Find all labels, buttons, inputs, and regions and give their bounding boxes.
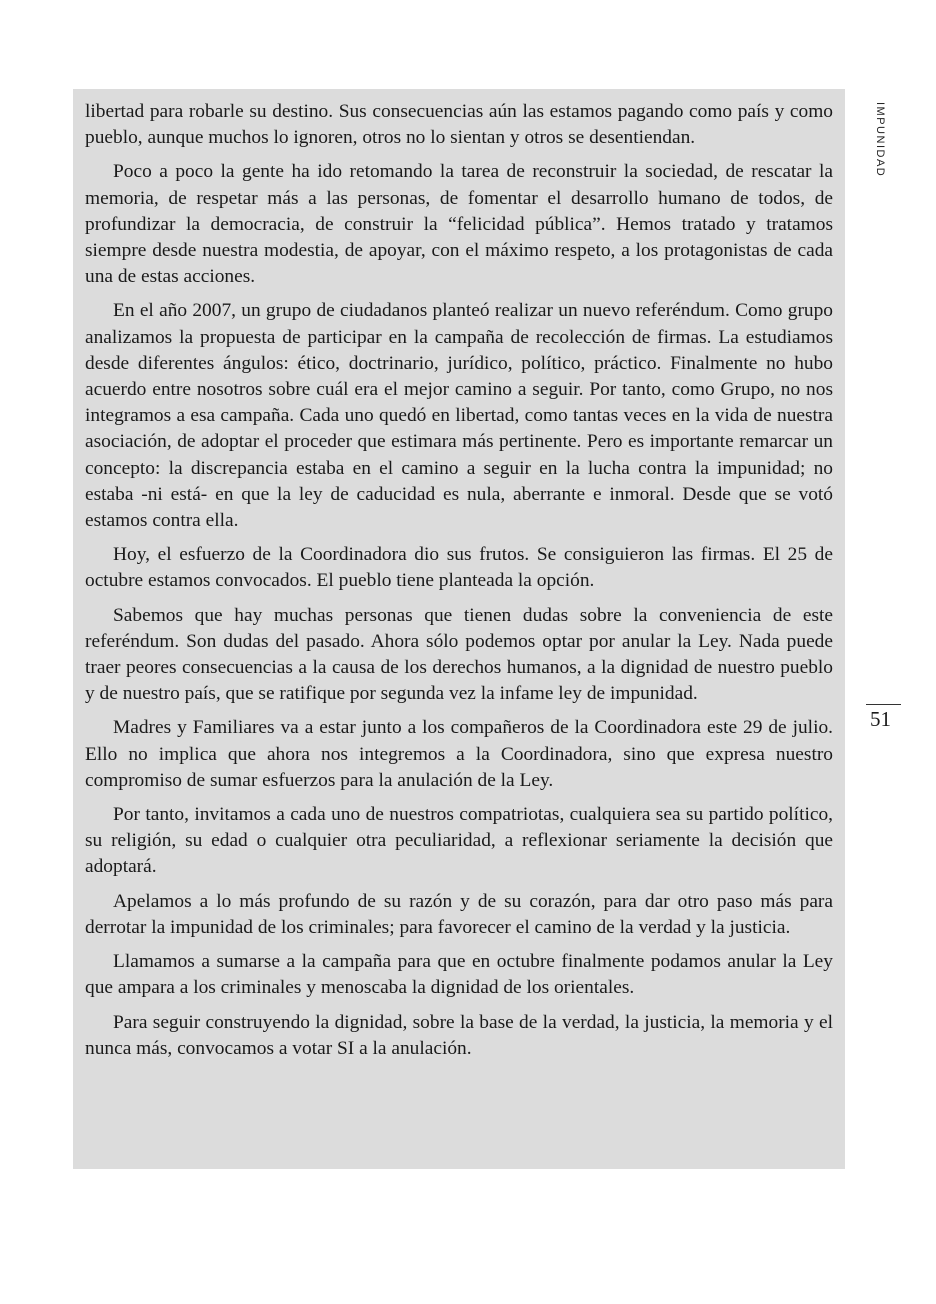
page-number: 51 (870, 707, 891, 731)
paragraph: Madres y Familiares va a estar junto a los compañeros de la Coordinadora este 29 de julio. Ello no implica que ahora nos integremos a la Coordinadora, sino que expresa nuestro compromiso de sumar esfuerzos para la anulación de la Ley. (85, 717, 833, 791)
body-text-block (73, 89, 845, 1169)
paragraph: Poco a poco la gente ha ido retomando la tarea de reconstruir la sociedad, de rescatar la memoria, de respetar más a las personas, de fomentar el desarrollo humano de todos, de profundizar la democracia, de construir la “felicidad pública”. Hemos tratado y tratamos siempre desde nuestra modestia, de apoyar, con el máximo respeto, a los protagonistas de cada una de estas acciones. (85, 161, 833, 288)
page-number-rule (866, 704, 901, 705)
paragraph: Llamamos a sumarse a la campaña para que en octubre finalmente podamos anular la Ley que ampara a los criminales y menoscaba la dignidad de los orientales. (85, 951, 833, 999)
paragraph: Apelamos a lo más profundo de su razón y de su corazón, para dar otro paso más para derrotar la impunidad de los criminales; para favorecer el camino de la verdad y la justicia. (85, 890, 833, 938)
paragraph: Hoy, el esfuerzo de la Coordinadora dio sus frutos. Se consiguieron las firmas. El 25 de octubre estamos convocados. El pueblo tiene planteada la opción. (85, 544, 833, 592)
paragraph: Para seguir construyendo la dignidad, sobre la base de la verdad, la justicia, la memoria y el nunca más, convocamos a votar SI a la anulación. (85, 1011, 833, 1059)
paragraph: Sabemos que hay muchas personas que tienen dudas sobre la conveniencia de este referéndum. Son dudas del pasado. Ahora sólo podemos optar por anular la Ley. Nada puede traer peores consecuencias a la causa de los derechos humanos, a la dignidad de nuestro pueblo y de nuestro país, que se ratifique por segunda vez la infame ley de impunidad. (85, 604, 833, 705)
paragraph: libertad para robarle su destino. Sus consecuencias aún las estamos pagando como país y como pueblo, aunque muchos lo ignoren, otros no lo sientan y otros se desentiendan. (85, 101, 833, 149)
paragraph: En el año 2007, un grupo de ciudadanos planteó realizar un nuevo referéndum. Como grupo analizamos la propuesta de participar en la campaña de recolección de firmas. La estudiamos desde diferentes ángulos: ético, doctrinario, jurídico, político, práctico. Finalmente no hubo acuerdo entre nosotros sobre cuál era el mejor camino a seguir. Por tanto, como Grupo, no nos integramos a esa campaña. Cada uno quedó en libertad, como tantas veces en la vida de nuestra asociación, de adoptar el proceder que estimara más pertinente. Pero es importante remarcar un concepto: la discrepancia estaba en el camino a seguir en la lucha contra la impunidad; no estaba -ni está- en que la ley de caducidad es nula, aberrante e inmoral. Desde que se votó estamos contra ella. (85, 300, 833, 532)
running-head: IMPUNIDAD (874, 102, 886, 178)
paragraph: Por tanto, invitamos a cada uno de nuestros compatriotas, cualquiera sea su partido político, su religión, su edad o cualquier otra peculiaridad, a reflexionar seriamente la decisión que adoptará. (85, 804, 833, 878)
